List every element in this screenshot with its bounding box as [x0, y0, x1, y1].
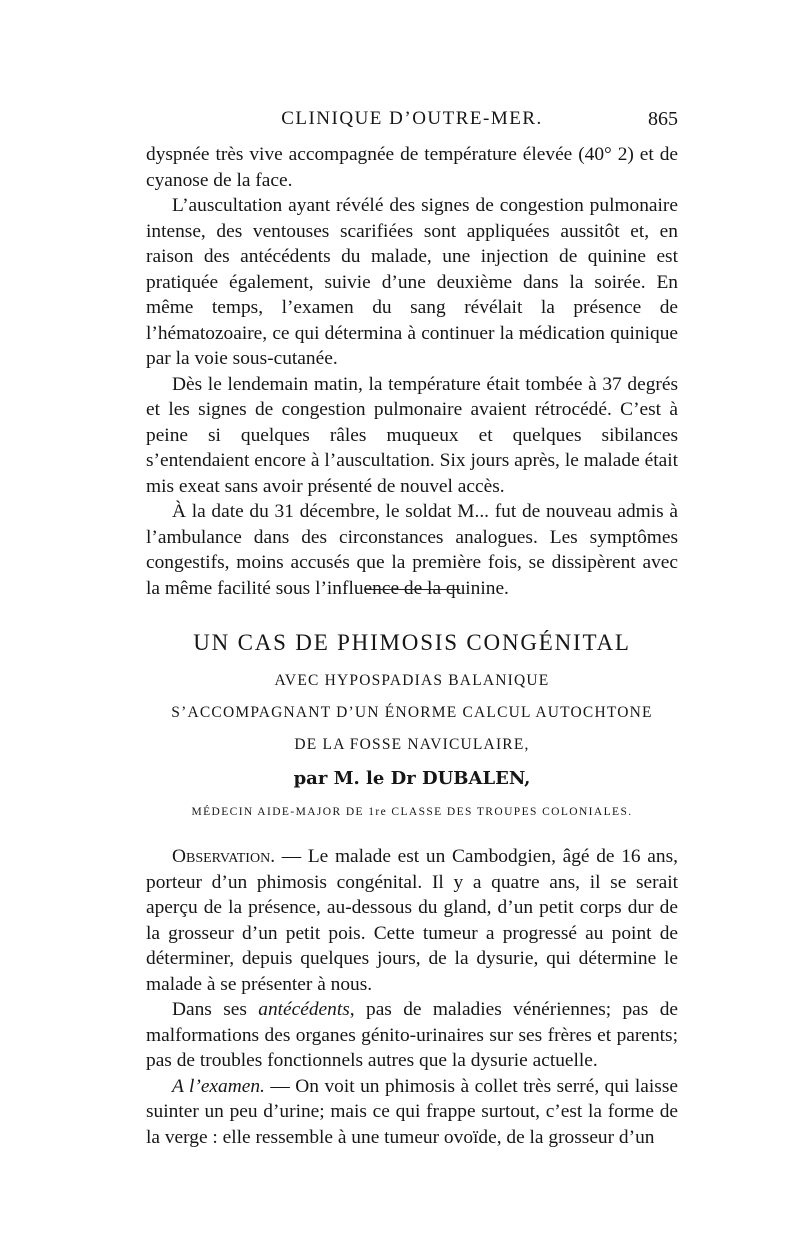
- article-title: UN CAS DE PHIMOSIS CONGÉNITAL: [193, 630, 631, 655]
- author-affiliation: MÉDECIN AIDE-MAJOR DE 1re CLASSE DES TROUPES COLONIALES.: [191, 806, 633, 818]
- article-body: [146, 844, 678, 1150]
- paragraph: [146, 997, 678, 1074]
- previous-article-text: [146, 142, 678, 601]
- paragraph: À la date du 31 décembre, le soldat M... fut de nouveau admis à l’ambulance dans des circonstances analogues. Les symptômes congestifs, moins accusés que la première fois, se dissipèrent avec la même facilité sous l’influence de la quinine.: [146, 501, 678, 599]
- article-subtitle-line: AVEC HYPOSPADIAS BALANIQUE: [274, 672, 550, 689]
- paragraph-text: — Le malade est un Cambodgien, âgé de 16 ans, porteur d’un phimosis congénital. Il y a quatre ans, il se serait aperçu de la présence, au-dessous du gland, d’un petit corps dur de la grosseur d’un petit pois. Cette tumeur a progressé au point de déterminer, depuis quelques jours, de la dysurie, qui détermine le malade à se présenter à nous.: [146, 846, 678, 995]
- paragraph-text: Dans ses: [172, 999, 259, 1020]
- author-byline: par M. le Dr DUBALEN,: [293, 768, 531, 789]
- paragraph: [146, 844, 678, 997]
- paragraph: [146, 1074, 678, 1151]
- paragraph: dyspnée très vive accompagnée de température élevée (40° 2) et de cyanose de la face.: [146, 144, 678, 191]
- observation-label: Observation.: [172, 846, 276, 867]
- section-divider: [364, 589, 460, 590]
- paragraph: L’auscultation ayant révélé des signes de congestion pulmonaire intense, des ventouses scarifiées sont appliquées aussitôt et, en raison des antécédents du malade, une injection de quinine est pratiquée également, suivie d’une deuxième dans la soirée. En même temps, l’examen du sang révélait la présence de l’hématozoaire, ce qui détermina à continuer la médication quinique par la voie sous-cutanée.: [146, 195, 678, 369]
- article-subtitle-line: S’ACCOMPAGNANT D’UN ÉNORME CALCUL AUTOCHTONE: [171, 704, 653, 721]
- examination-label: A l’examen.: [172, 1075, 265, 1097]
- page-number: 865: [648, 108, 678, 130]
- paragraph-text: , pas de maladies vénériennes; pas de malformations des organes génito-urinaires sur ses frères et parents; pas de troubles fonctionnels autres que la dysurie actuelle.: [146, 999, 678, 1071]
- paragraph: Dès le lendemain matin, la température était tombée à 37 degrés et les signes de congestion pulmonaire avaient rétrocédé. C’est à peine si quelques râles muqueux et quelques sibilances s’entendaient encore à l’auscultation. Six jours après, le malade était mis exeat sans avoir présenté de nouvel accès.: [146, 373, 678, 497]
- running-head-title: CLINIQUE D’OUTRE-MER.: [281, 108, 543, 129]
- paragraph-text: — On voit un phimosis à collet très serré, qui laisse suinter un peu d’urine; mais ce qui frappe surtout, c’est la forme de la verge : elle ressemble à une tumeur ovoïde, de la grosseur d’un: [146, 1075, 678, 1148]
- article-subtitle-line: DE LA FOSSE NAVICULAIRE,: [294, 736, 530, 753]
- running-head: [146, 108, 678, 138]
- antecedents-label: antécédents: [258, 999, 350, 1020]
